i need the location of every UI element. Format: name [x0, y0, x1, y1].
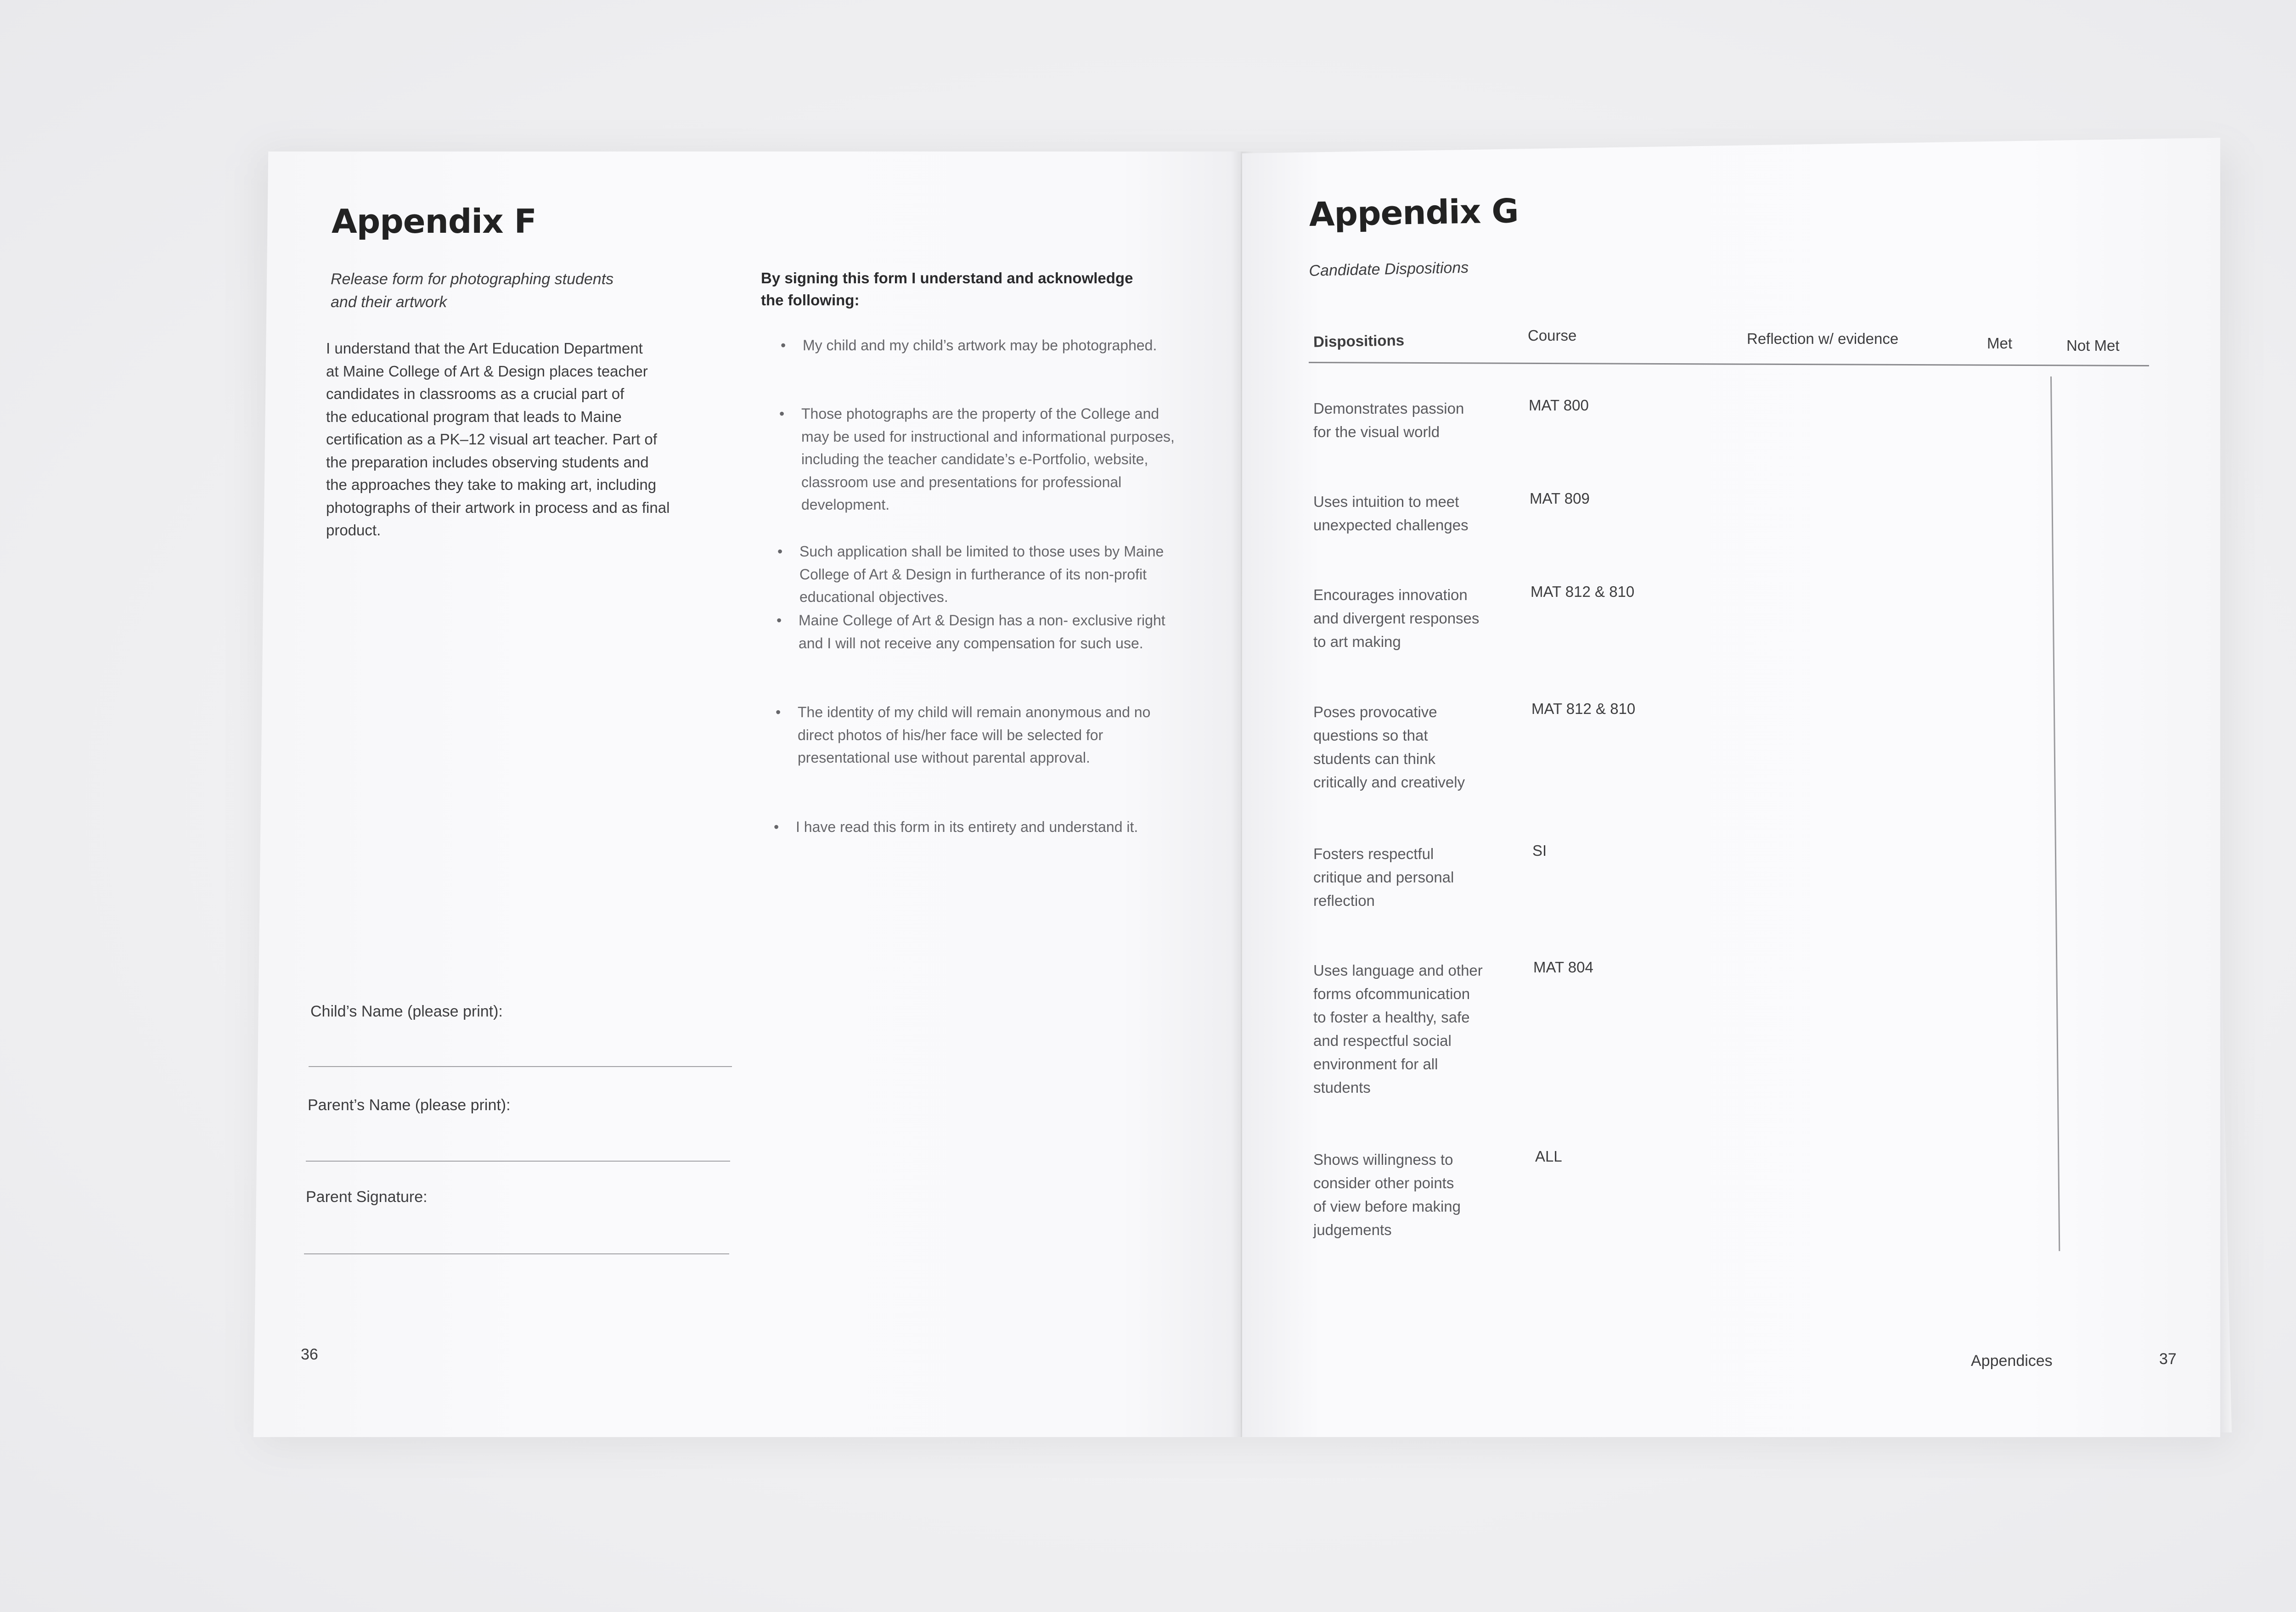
bullet-item: • Maine College of Art & Design has a non- exclusive right and I will not receive any compensation for such use.	[777, 612, 1165, 652]
childs-name-label: Child’s Name (please print):	[310, 1003, 503, 1020]
course-header: Course	[1528, 327, 1577, 344]
disposition-cell: Uses language and other forms ofcommunication to foster a healthy, safe and respectful social environment for all students	[1313, 962, 1483, 1096]
bullet-item: • The identity of my child will remain anonymous and no direct photos of his/her face will be selected for presentational use without parental approval.	[776, 704, 1151, 766]
page-number-left: 36	[301, 1346, 318, 1363]
appendix-f-subtitle: Release form for photographing students and their artwork	[331, 270, 614, 311]
disposition-cell: Poses provocative questions so that students can think critically and creatively	[1313, 703, 1465, 791]
parent-signature-label: Parent Signature:	[306, 1188, 428, 1206]
bullet-item: • Such application shall be limited to those uses by Maine College of Art & Design in furtherance of its non-profit educational objectives.	[777, 543, 1164, 605]
disposition-cell: Demonstrates passion for the visual world	[1313, 400, 1464, 440]
parents-name-label: Parent’s Name (please print):	[308, 1096, 511, 1114]
footer-section-label: Appendices	[1971, 1352, 2053, 1370]
disposition-cell: Fosters respectful critique and personal reflection	[1313, 845, 1454, 909]
appendix-f-title: Appendix F	[332, 202, 536, 241]
childs-name-line[interactable]	[309, 1066, 732, 1067]
appendix-f-intro: I understand that the Art Education Department at Maine College of Art & Design places teacher candidates in classrooms as a crucial part of the educational program that leads to Maine certification as a PK–12 visual art teacher. Part of the preparation includes observing students and the approaches they take to making art, including photographs of their artwork in process and as final product.	[326, 340, 670, 539]
course-cell: MAT 812 & 810	[1531, 583, 1635, 600]
course-cell: MAT 809	[1530, 490, 1590, 507]
disposition-cell: Shows willingness to consider other points of view before making judgements	[1313, 1151, 1461, 1238]
appendix-g-title: Appendix G	[1309, 191, 1519, 234]
bullet-item: • I have read this form in its entirety and understand it.	[774, 819, 1138, 835]
bullet-item: • My child and my child’s artwork may be photographed.	[781, 337, 1157, 354]
not-met-header: Not Met	[2066, 337, 2120, 354]
page-number-right: 37	[2159, 1350, 2177, 1368]
course-cell: SI	[1532, 842, 1547, 859]
appendix-g-subtitle: Candidate Dispositions	[1309, 258, 1469, 280]
course-cell: MAT 812 & 810	[1531, 700, 1636, 717]
disposition-cell: Uses intuition to meet unexpected challenges	[1313, 493, 1469, 534]
dispositions-header: Dispositions	[1313, 331, 1405, 350]
course-cell: ALL	[1535, 1148, 1562, 1165]
parent-signature-line[interactable]	[304, 1253, 729, 1254]
reflection-header: Reflection w/ evidence	[1747, 330, 1899, 347]
bullet-item: • Those photographs are the property of the College and may be used for instructional and informational purposes, including the teacher candidate’s e-Portfolio, website, classroom use and presentations for professional development.	[779, 405, 1175, 513]
acknowledge-heading: By signing this form I understand and acknowledge the following:	[761, 270, 1133, 309]
course-cell: MAT 800	[1529, 397, 1589, 414]
disposition-cell: Encourages innovation and divergent responses to art making	[1313, 586, 1480, 650]
met-header: Met	[1987, 335, 2013, 352]
parents-name-line[interactable]	[306, 1161, 730, 1162]
course-cell: MAT 804	[1533, 959, 1593, 976]
